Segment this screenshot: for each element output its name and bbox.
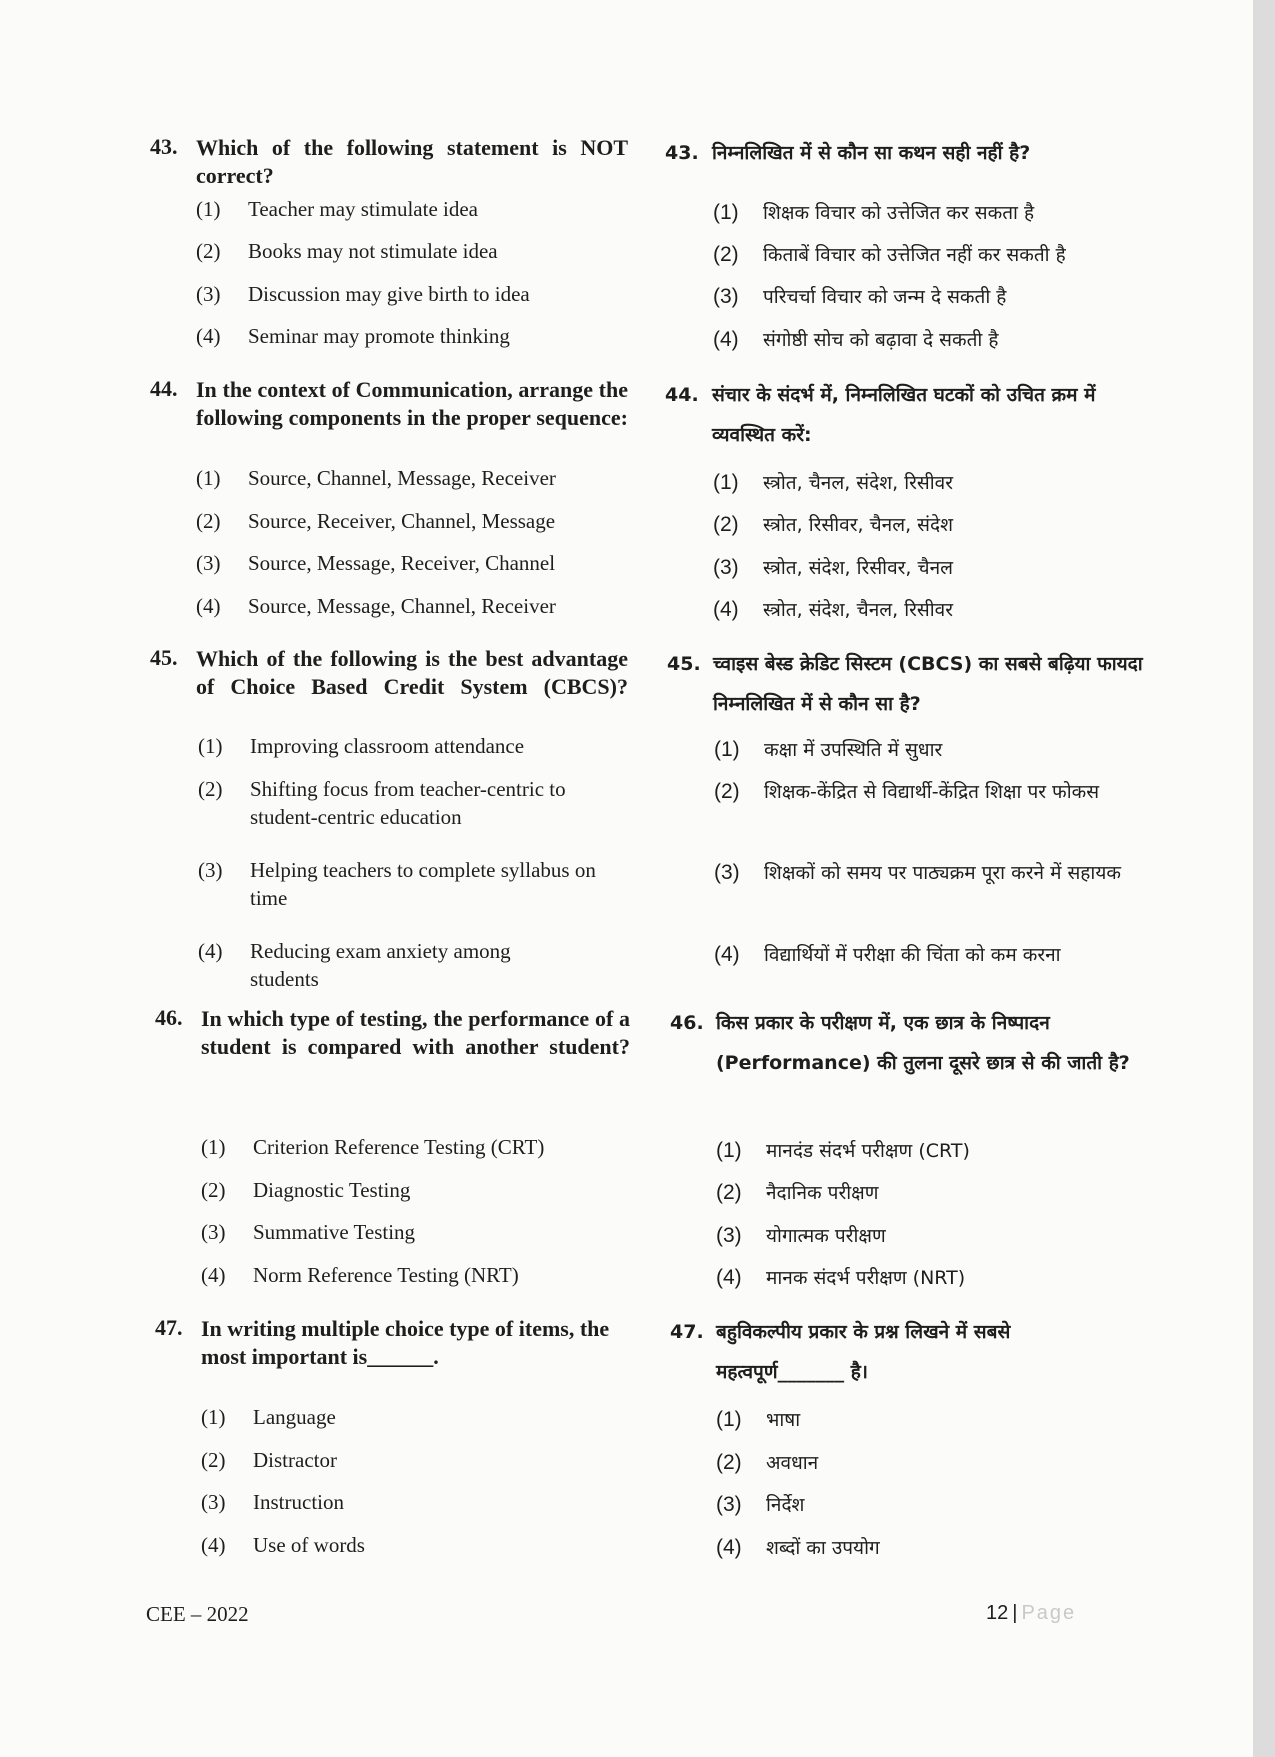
question-number: 45. [150, 645, 178, 670]
question-number: 47. [670, 1321, 704, 1343]
question-text: किस प्रकार के परीक्षण में, एक छात्र के निष्पादन (Performance) की तुलना दूसरे छात्र से की जाती है? [716, 1012, 1130, 1074]
question-number: 45. [667, 653, 701, 675]
question-number: 43. [150, 134, 178, 159]
exam-page: 43. Which of the following statement is NOT correct? (1) Teacher may stimulate idea (2) Books may not stimulate idea (3) Discussion may give birth to idea (4) Seminar may promote thinking 44. In the context of Communication, arrange the following components in the proper sequence: (1) Source, Channel, Message, Receiver (2) Source, Receiver, Channel, Message (3) Source, Message, Receiver, Channel (4) Source, Message, Channel, Receiver 45. Which of the following is the best advantage of Choice Based Credit System (CBCS)? (1) Improving classroom attendance (2) Shifting focus from teacher-centric to student-centric education (3) Helping teachers to complete syllabus on time (4) Reducing exam anxiety among students 46. In which type of testing, the performance of a student is compared with another student? (1) Criterion Reference Testing (CRT) (2) Diagnostic Testing (3) Summative Testing (4) Norm Reference Testing (NRT) 47. In writing multiple choice type of items, the most important is______. (1) Language (2) Distractor (3) Instruction (4) Use of words 43. निम्नलिखित में से कौन सा कथन सही नहीं है? (1) शिक्षक विचार को उत्तेजित कर सकता है (2) किताबें विचार को उत्तेजित नहीं कर सकती है (3) परिचर्चा विचार को जन्म दे सकती है (4) संगोष्ठी सोच को बढ़ावा दे सकती है 44. संचार के संदर्भ में, निम्नलिखित घटकों को उचित क्रम में व्यवस्थित करें: (1) स्त्रोत, चैनल, संदेश, रिसीवर (2) स्त्रोत, रिसीवर, चैनल, संदेश (3) स्त्रोत, संदेश, रिसीवर, चैनल (4) स्त्रोत, संदेश, चैनल, रिसीवर 45. च्वाइस बेस्ड क्रेडिट सिस्टम (CBCS) का सबसे बढ़िया फायदा निम्नलिखित में से कौन सा है? (1) कक्षा में उपस्थिति में सुधार (2) शिक्षक-केंद्रित से विद्यार्थी-केंद्रित शिक्षा पर फोकस (3) शिक्षकों को समय पर पाठ्यक्रम पूरा करने में सहायक (4) विद्यार्थियों में परीक्षा की चिंता को कम करना 46. किस प्रकार के परीक्षण में, एक छात्र के निष्पादन (Performance) की तुलना दूसरे छात्र से की जाती है? (1) मानदंड संदर्भ परीक्षण (CRT) (2) नैदानिक परीक्षण (3) योगात्मक परीक्षण (4) मानक संदर्भ परीक्षण (NRT) 47. बहुविकल्पीय प्रकार के प्रश्न लिखने में सबसे महत्वपूर्ण_______ है। (1) भाषा (2) अवधान (3) निर्देश (4) शब्दों का उपयोग CEE – 2022 12 | Page [0, 0, 1275, 1757]
question-text: च्वाइस बेस्ड क्रेडिट सिस्टम (CBCS) का सबसे बढ़िया फायदा निम्नलिखित में से कौन सा है? [713, 653, 1143, 715]
question-text: In the context of Communication, arrange the following components in the proper sequence: [196, 377, 628, 430]
footer-exam-label: CEE – 2022 [146, 1602, 249, 1626]
page-number: 12 [986, 1602, 1009, 1624]
question-number: 46. [155, 1005, 183, 1030]
question-text: निम्नलिखित में से कौन सा कथन सही नहीं है? [712, 142, 1031, 164]
question-number: 47. [155, 1315, 183, 1340]
page-label: Page [1021, 1602, 1077, 1624]
question-text: Which of the following is the best advantage of Choice Based Credit System (CBCS)? [196, 646, 628, 699]
question-number: 44. [665, 384, 699, 406]
question-text: संचार के संदर्भ में, निम्नलिखित घटकों को उचित क्रम में व्यवस्थित करें: [712, 384, 1096, 446]
question-text: Which of the following statement is NOT correct? [196, 135, 628, 188]
question-text: In writing multiple choice type of items, the most important is______. [201, 1316, 610, 1369]
question-number: 46. [670, 1012, 704, 1034]
page-separator: | [1012, 1602, 1018, 1624]
footer-page-number [986, 1602, 1076, 1625]
question-number: 44. [150, 376, 178, 401]
question-number: 43. [665, 142, 699, 164]
question-text: In which type of testing, the performance of a student is compared with another student? [201, 1006, 630, 1059]
question-text: बहुविकल्पीय प्रकार के प्रश्न लिखने में सबसे महत्वपूर्ण_______ है। [716, 1321, 1011, 1383]
